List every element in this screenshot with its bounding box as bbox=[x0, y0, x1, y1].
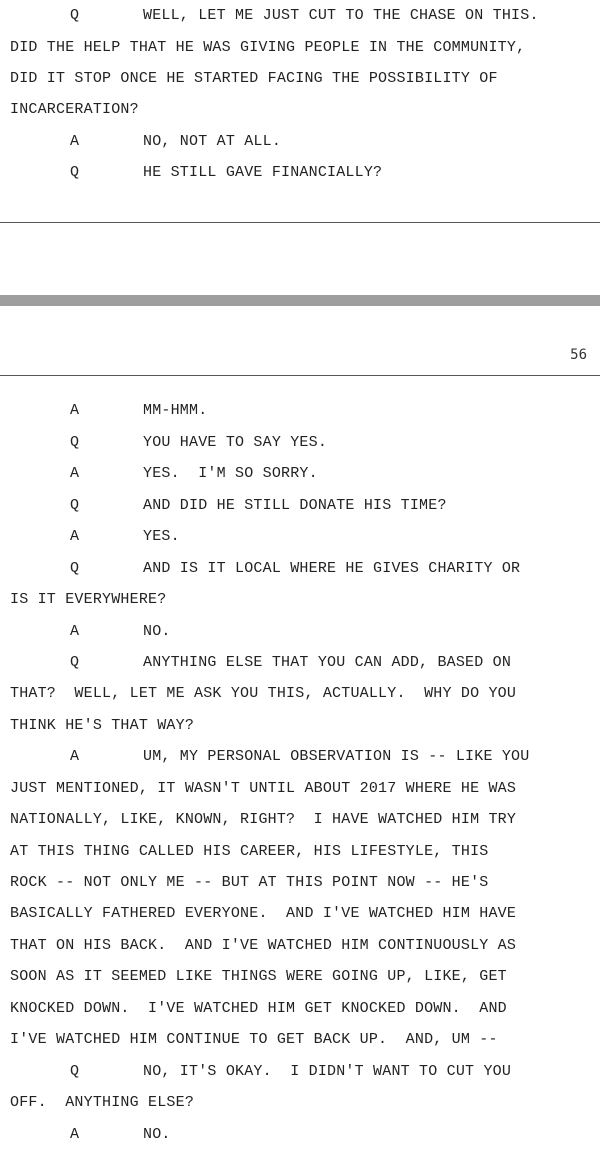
transcript-page-bottom bbox=[0, 376, 600, 1150]
line-text: HE STILL GAVE FINANCIALLY? bbox=[143, 164, 383, 181]
transcript-line bbox=[10, 715, 600, 737]
line-text: AND IS IT LOCAL WHERE HE GIVES CHARITY OR bbox=[143, 560, 521, 577]
transcript-line bbox=[10, 1124, 600, 1146]
line-text: YES. bbox=[143, 528, 180, 545]
line-text: NATIONALLY, LIKE, KNOWN, RIGHT? I HAVE WATCHED HIM TRY bbox=[10, 811, 517, 828]
speaker-label: Q bbox=[70, 560, 80, 577]
speaker-label: Q bbox=[70, 654, 80, 671]
transcript-line bbox=[10, 903, 600, 925]
speaker-label: A bbox=[70, 1126, 80, 1143]
line-text: AT THIS THING CALLED HIS CAREER, HIS LIFESTYLE, THIS bbox=[10, 843, 489, 860]
line-text: IS IT EVERYWHERE? bbox=[10, 591, 167, 608]
transcript-line bbox=[10, 589, 600, 611]
line-text: YOU HAVE TO SAY YES. bbox=[143, 434, 328, 451]
speaker-label: A bbox=[70, 133, 80, 150]
line-text: SOON AS IT SEEMED LIKE THINGS WERE GOING UP, LIKE, GET bbox=[10, 968, 507, 985]
line-text: JUST MENTIONED, IT WASN'T UNTIL ABOUT 2017 WHERE HE WAS bbox=[10, 780, 517, 797]
transcript-line bbox=[10, 432, 600, 454]
line-text: NO. bbox=[143, 623, 171, 640]
transcript-line bbox=[10, 495, 600, 517]
line-text: YES. I'M SO SORRY. bbox=[143, 465, 318, 482]
transcript-line bbox=[10, 463, 600, 485]
speaker-label: Q bbox=[70, 497, 80, 514]
speaker-label: A bbox=[70, 623, 80, 640]
speaker-label: A bbox=[70, 465, 80, 482]
line-text: WELL, LET ME JUST CUT TO THE CHASE ON THIS. bbox=[143, 7, 539, 24]
transcript-line bbox=[10, 998, 600, 1020]
line-text: DID THE HELP THAT HE WAS GIVING PEOPLE IN THE COMMUNITY, bbox=[10, 39, 526, 56]
page-number: 56 bbox=[570, 347, 587, 363]
transcript-line bbox=[10, 162, 600, 184]
line-text: ROCK -- NOT ONLY ME -- BUT AT THIS POINT NOW -- HE'S bbox=[10, 874, 489, 891]
transcript-line bbox=[10, 1092, 600, 1114]
line-text: OFF. ANYTHING ELSE? bbox=[10, 1094, 195, 1111]
line-text: NO, IT'S OKAY. I DIDN'T WANT TO CUT YOU bbox=[143, 1063, 512, 1080]
line-text: ANYTHING ELSE THAT YOU CAN ADD, BASED ON bbox=[143, 654, 512, 671]
transcript-line bbox=[10, 683, 600, 705]
transcript-line bbox=[10, 68, 600, 90]
speaker-label: Q bbox=[70, 1063, 80, 1080]
line-text: DID IT STOP ONCE HE STARTED FACING THE POSSIBILITY OF bbox=[10, 70, 498, 87]
page-bottom-rule bbox=[0, 222, 600, 223]
speaker-label: Q bbox=[70, 7, 80, 24]
transcript-line bbox=[10, 400, 600, 422]
transcript-line bbox=[10, 935, 600, 957]
speaker-label: Q bbox=[70, 434, 80, 451]
line-text: THINK HE'S THAT WAY? bbox=[10, 717, 195, 734]
line-text: INCARCERATION? bbox=[10, 101, 139, 118]
line-text: KNOCKED DOWN. I'VE WATCHED HIM GET KNOCKED DOWN. AND bbox=[10, 1000, 507, 1017]
transcript-line bbox=[10, 652, 600, 674]
transcript-line bbox=[10, 131, 600, 153]
transcript-line bbox=[10, 872, 600, 894]
transcript-line bbox=[10, 621, 600, 643]
line-text: AND DID HE STILL DONATE HIS TIME? bbox=[143, 497, 447, 514]
transcript-page-top bbox=[0, 0, 600, 222]
transcript-line bbox=[10, 5, 600, 27]
transcript-line bbox=[10, 841, 600, 863]
line-text: I'VE WATCHED HIM CONTINUE TO GET BACK UP. AND, UM -- bbox=[10, 1031, 498, 1048]
transcript-line bbox=[10, 37, 600, 59]
line-text: UM, MY PERSONAL OBSERVATION IS -- LIKE YOU bbox=[143, 748, 530, 765]
speaker-label: A bbox=[70, 528, 80, 545]
page-separator bbox=[0, 295, 600, 306]
transcript-line bbox=[10, 809, 600, 831]
transcript-line bbox=[10, 1029, 600, 1051]
speaker-label: A bbox=[70, 402, 80, 419]
line-text: THAT? WELL, LET ME ASK YOU THIS, ACTUALLY. WHY DO YOU bbox=[10, 685, 517, 702]
speaker-label: A bbox=[70, 748, 80, 765]
transcript-line bbox=[10, 746, 600, 768]
line-text: MM-HMM. bbox=[143, 402, 208, 419]
transcript-line bbox=[10, 558, 600, 580]
line-text: NO. bbox=[143, 1126, 171, 1143]
line-text: BASICALLY FATHERED EVERYONE. AND I'VE WATCHED HIM HAVE bbox=[10, 905, 517, 922]
speaker-label: Q bbox=[70, 164, 80, 181]
transcript-line bbox=[10, 99, 600, 121]
line-text: THAT ON HIS BACK. AND I'VE WATCHED HIM CONTINUOUSLY AS bbox=[10, 937, 517, 954]
transcript-line bbox=[10, 526, 600, 548]
line-text: NO, NOT AT ALL. bbox=[143, 133, 282, 150]
transcript-line bbox=[10, 778, 600, 800]
transcript-line bbox=[10, 966, 600, 988]
transcript-line bbox=[10, 1061, 600, 1083]
